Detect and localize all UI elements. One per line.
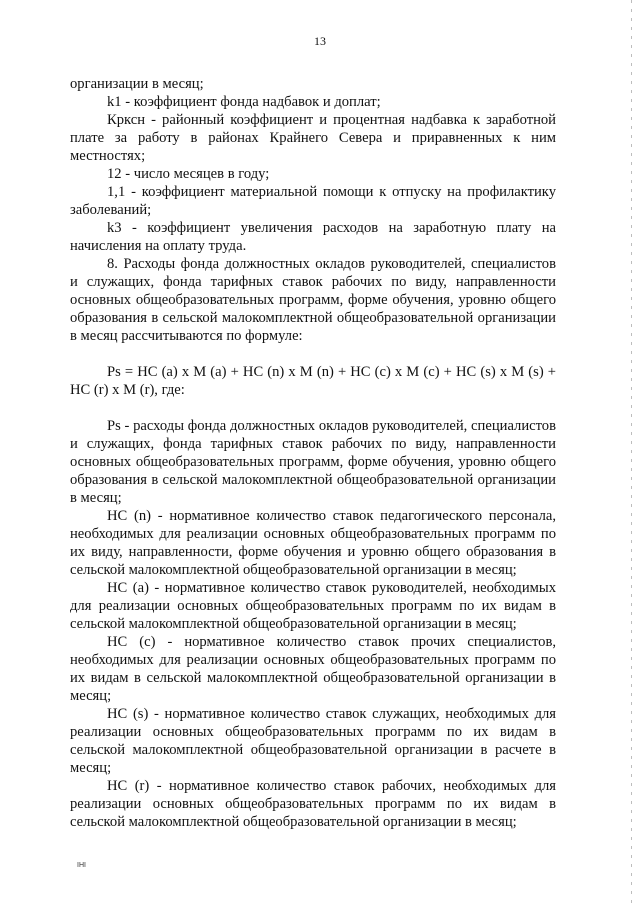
paragraph-hc-n: НС (n) - нормативное количество ставок педагогического персонала, необходимых для реализации основных общеобразовательных программ по их виду, направленности, форме обучения и уровню общего образования в сельской малокомплектной общеобразовательной организации в месяц; (70, 508, 556, 578)
paragraph-section-8: 8. Расходы фонда должностных окладов руководителей, специалистов и служащих, фонда тарифных ставок рабочих по виду, направленности основных общеобразовательных программ, форме обучения, уровню общего образования в сельской малокомплектной общеобразовательной организации в месяц рассчитываются по формуле: (70, 256, 556, 344)
paragraph-k3: k3 - коэффициент увеличения расходов на заработную плату на начисления на оплату труда. (70, 220, 556, 254)
scan-edge-line (631, 0, 632, 905)
paragraph-months: 12 - число месяцев в году; (107, 166, 270, 182)
paragraph-continuation: организации в месяц; (70, 76, 204, 92)
paragraph-material-aid: 1,1 - коэффициент материальной помощи к отпуску на профилактику заболеваний; (70, 184, 556, 218)
paragraph-hc-c: НС (c) - нормативное количество ставок прочих специалистов, необходимых для реализации основных общеобразовательных программ по их видам в сельской малокомплектной общеобразовательной организации в месяц; (70, 634, 556, 704)
paragraph-hc-s: НС (s) - нормативное количество ставок служащих, необходимых для реализации основных общеобразовательных программ по их видам в сельской малокомплектной общеобразовательной организации в расчете в месяц; (70, 706, 556, 776)
footer-mark: IHI (77, 862, 86, 869)
page-number: 13 (314, 34, 326, 48)
paragraph-krksn: Крксн - районный коэффициент и процентная надбавка к заработной плате за работу в районах Крайнего Севера и приравненных к ним местностях; (70, 112, 556, 164)
formula: Ps = НС (a) x M (a) + НС (n) x M (n) + НС (c) x M (c) + НС (s) x M (s) + НС (r) x M (r), где: (70, 364, 556, 398)
paragraph-k1: k1 - коэффициент фонда надбавок и доплат; (107, 94, 381, 110)
paragraph-ps: Ps - расходы фонда должностных окладов руководителей, специалистов и служащих, фонда тарифных ставок рабочих по виду, направленности основных общеобразовательных программ, форме обучения, уровню общего образования в сельской малокомплектной общеобразовательной организации в месяц; (70, 418, 556, 506)
paragraph-hc-a: НС (a) - нормативное количество ставок руководителей, необходимых для реализации основных общеобразовательных программ по их видам в сельской малокомплектной общеобразовательной организации в месяц; (70, 580, 556, 632)
document-body (70, 75, 556, 831)
paragraph-hc-r: НС (r) - нормативное количество ставок рабочих, необходимых для реализации основных общеобразовательных программ по их видам в сельской малокомплектной общеобразовательной организации в месяц; (70, 778, 556, 830)
